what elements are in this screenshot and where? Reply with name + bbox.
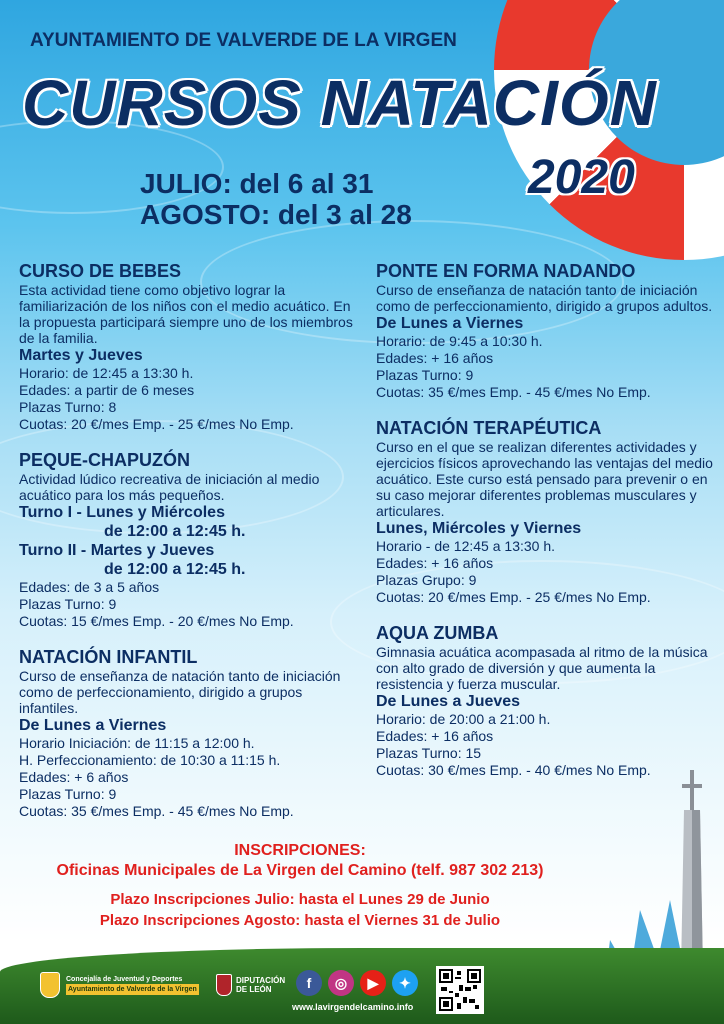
section-natacion-terapeutica	[376, 417, 716, 606]
section-cuotas: Cuotas: 35 €/mes Emp. - 45 €/mes No Emp.	[376, 384, 651, 400]
section-edades: Edades: + 16 años	[376, 350, 494, 366]
section-plazas: Plazas Grupo: 9	[376, 572, 477, 588]
section-description: Curso de enseñanza de natación tanto de iniciación como de perfeccionamiento, dirigido a grupos adultos.	[376, 282, 713, 314]
section-description: Esta actividad tiene como objetivo lograr la familiarización de los niños con el medio acuático. En la propuesta participará siempre uno de los miembros de la familia.	[19, 282, 353, 346]
section-horario: Horario: de 12:45 a 13:30 h.	[19, 365, 194, 381]
section-edades: Edades: + 6 años	[19, 769, 129, 785]
section-edades: Edades: + 16 años	[376, 728, 494, 744]
section-title: CURSO DE BEBES	[19, 261, 182, 281]
section-cuotas: Cuotas: 35 €/mes Emp. - 45 €/mes No Emp.	[19, 803, 294, 819]
section-horario: Horario: de 9:45 a 10:30 h.	[376, 333, 543, 349]
plazo-agosto: Plazo Inscripciones Agosto: hasta el Viernes 31 de Julio	[99, 912, 501, 929]
section-title: PONTE EN FORMA NADANDO	[376, 261, 636, 281]
qr-code-icon	[436, 966, 484, 1014]
section-days: De Lunes a Jueves	[376, 693, 521, 710]
twitter-icon[interactable]: ✦	[392, 970, 418, 996]
main-title: CURSOS NATACIÓN	[22, 67, 657, 139]
concejalia-line: Concejalía de Juventud y Deportes	[66, 976, 183, 983]
section-horario: Horario: de 20:00 a 21:00 h.	[376, 711, 551, 727]
diputacion-logo	[216, 974, 286, 996]
left-column	[19, 260, 359, 836]
section-plazas: Plazas Turno: 15	[376, 745, 482, 761]
section-days: De Lunes a Viernes	[19, 717, 167, 734]
inscripciones-title: INSCRIPCIONES:	[234, 842, 366, 859]
section-horario-iniciacion: Horario Iniciación: de 11:15 a 12:00 h.	[19, 735, 255, 751]
section-plazas: Plazas Turno: 9	[376, 367, 474, 383]
date-august: AGOSTO: del 3 al 28	[140, 199, 412, 230]
section-edades: Edades: + 16 años	[376, 555, 494, 571]
leon-shield-icon	[216, 974, 232, 996]
website-link[interactable]: www.lavirgendelcamino.info	[292, 1002, 414, 1012]
organization-name: AYUNTAMIENTO DE VALVERDE DE LA VIRGEN	[30, 30, 457, 51]
section-days: Martes y Jueves	[19, 347, 143, 364]
inscripciones-office: Oficinas Municipales de La Virgen del Camino (telf. 987 302 213)	[56, 862, 544, 879]
section-title: AQUA ZUMBA	[376, 623, 499, 643]
section-bebes	[19, 260, 359, 433]
turno-1-time: de 12:00 a 12:45 h.	[104, 523, 246, 540]
section-cuotas: Cuotas: 15 €/mes Emp. - 20 €/mes No Emp.	[19, 613, 294, 629]
section-title: NATACIÓN INFANTIL	[19, 647, 198, 667]
section-days: De Lunes a Viernes	[376, 315, 524, 332]
instagram-icon[interactable]: ◎	[328, 970, 354, 996]
section-title: NATACIÓN TERAPÉUTICA	[376, 418, 602, 438]
section-description: Actividad lúdico recreativa de iniciación al medio acuático para los más pequeños.	[19, 471, 320, 503]
youtube-icon[interactable]: ▶	[360, 970, 386, 996]
section-cuotas: Cuotas: 20 €/mes Emp. - 25 €/mes No Emp.	[376, 589, 651, 605]
section-description: Curso de enseñanza de natación tanto de iniciación como de perfeccionamiento, dirigido a grupos infantiles.	[19, 668, 341, 716]
concejalia-logo	[40, 972, 199, 998]
turno-2-time: de 12:00 a 12:45 h.	[104, 561, 246, 578]
social-links	[296, 970, 418, 996]
facebook-icon[interactable]: f	[296, 970, 322, 996]
diputacion-text	[236, 976, 286, 994]
section-peque-chapuzon	[19, 449, 359, 630]
section-plazas: Plazas Turno: 8	[19, 399, 117, 415]
section-aqua-zumba	[376, 622, 716, 779]
year: 2020	[528, 151, 635, 204]
section-natacion-infantil	[19, 646, 359, 820]
section-plazas: Plazas Turno: 9	[19, 596, 117, 612]
section-cuotas: Cuotas: 30 €/mes Emp. - 40 €/mes No Emp.	[376, 762, 651, 778]
ayuntamiento-line: Ayuntamiento de Valverde de la Virgen	[68, 986, 197, 993]
diputacion-line2: DE LEÓN	[236, 985, 272, 994]
section-horario: Horario - de 12:45 a 13:30 h.	[376, 538, 556, 554]
concejalia-text	[66, 975, 199, 995]
section-title: PEQUE-CHAPUZÓN	[19, 450, 191, 470]
turno-1: Turno I - Lunes y Miércoles	[19, 504, 225, 521]
turno-2: Turno II - Martes y Jueves	[19, 542, 215, 559]
section-description: Gimnasia acuática acompasada al ritmo de la música con alto grado de diversión y que aumenta la resistencia y fuerza muscular.	[376, 644, 708, 692]
section-edades: Edades: de 3 a 5 años	[19, 579, 160, 595]
section-cuotas: Cuotas: 20 €/mes Emp. - 25 €/mes No Emp.	[19, 416, 294, 432]
plazo-julio: Plazo Inscripciones Julio: hasta el Lunes 29 de Junio	[110, 891, 490, 908]
section-ponte-en-forma	[376, 260, 716, 401]
section-horario-perfeccionamiento: H. Perfeccionamiento: de 10:30 a 11:15 h.	[19, 752, 281, 768]
course-dates	[140, 168, 412, 230]
section-description: Curso en el que se realizan diferentes actividades y ejercicios físicos aprovechando las ventajas del medio acuático. Este curso está pensado para prevenir o en su caso mejorar diferentes problemas musculares y articulares.	[376, 439, 713, 519]
right-column	[376, 260, 716, 795]
diputacion-line1: DIPUTACIÓN	[236, 976, 286, 985]
section-days: Lunes, Miércoles y Viernes	[376, 520, 582, 537]
town-shield-icon	[40, 972, 60, 998]
section-edades: Edades: a partir de 6 meses	[19, 382, 195, 398]
section-plazas: Plazas Turno: 9	[19, 786, 117, 802]
date-july: JULIO: del 6 al 31	[140, 168, 374, 199]
